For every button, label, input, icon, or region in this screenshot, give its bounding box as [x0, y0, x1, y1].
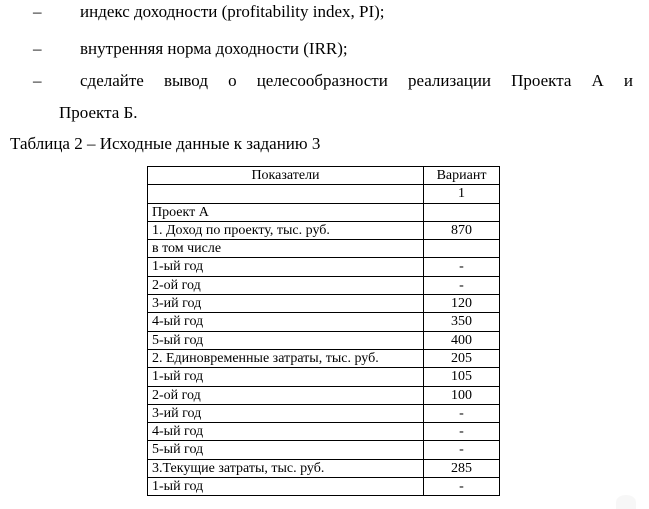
row-label: 2-ой год — [148, 386, 424, 404]
row-label: 4-ый год — [148, 423, 424, 441]
table-row — [148, 295, 500, 313]
header-indicators-spacer — [148, 185, 424, 203]
table-row — [148, 221, 500, 239]
row-label: 1. Доход по проекту, тыс. руб. — [148, 221, 424, 239]
row-value — [424, 240, 500, 258]
row-value: 285 — [424, 459, 500, 477]
header-variant-number: 1 — [424, 185, 500, 203]
row-label: 1-ый год — [148, 258, 424, 276]
row-label: в том числе — [148, 240, 424, 258]
row-value: 400 — [424, 331, 500, 349]
table-row — [148, 276, 500, 294]
header-indicators: Показатели — [148, 167, 424, 185]
row-label: 5-ый год — [148, 441, 424, 459]
row-label: 3-ий год — [148, 295, 424, 313]
row-value: - — [424, 423, 500, 441]
row-label: 1-ый год — [148, 478, 424, 496]
row-label: 2. Единовременные затраты, тыс. руб. — [148, 349, 424, 367]
table-row — [148, 478, 500, 496]
row-value: - — [424, 276, 500, 294]
bullet-text: индекс доходности (profitability index, PI); — [80, 2, 385, 21]
table-row — [148, 404, 500, 422]
row-value: 105 — [424, 368, 500, 386]
row-label: 3-ий год — [148, 404, 424, 422]
row-value: 120 — [424, 295, 500, 313]
header-variant: Вариант — [424, 167, 500, 185]
bullet-item — [0, 69, 649, 93]
bullet-dash: – — [33, 71, 42, 90]
data-table — [147, 166, 500, 496]
watermark-shape — [616, 495, 636, 509]
table-row — [148, 368, 500, 386]
bullet-item — [0, 0, 649, 24]
table-row — [148, 258, 500, 276]
row-value: - — [424, 404, 500, 422]
row-label: 3.Текущие затраты, тыс. руб. — [148, 459, 424, 477]
table-row — [148, 240, 500, 258]
bullet-dash: – — [33, 2, 42, 21]
bullet-text: сделайте вывод о целесообразности реализации Проекта А и — [80, 71, 633, 90]
row-value: 870 — [424, 221, 500, 239]
row-label: 5-ый год — [148, 331, 424, 349]
bullet-text-continuation: Проекта Б. — [59, 103, 138, 122]
bullet-item — [0, 37, 649, 61]
table-row — [148, 349, 500, 367]
row-label: Проект А — [148, 203, 424, 221]
row-value: - — [424, 258, 500, 276]
row-value: 350 — [424, 313, 500, 331]
table-row — [148, 441, 500, 459]
row-value: - — [424, 478, 500, 496]
row-label: 1-ый год — [148, 368, 424, 386]
table-header-row — [148, 185, 500, 203]
table-row — [148, 386, 500, 404]
bullet-dash: – — [33, 39, 42, 58]
bullet-text: внутренняя норма доходности (IRR); — [80, 39, 348, 58]
table-caption: Таблица 2 – Исходные данные к заданию 3 — [10, 134, 321, 153]
table-row — [148, 203, 500, 221]
table-row — [148, 313, 500, 331]
table-row — [148, 459, 500, 477]
row-label: 4-ый год — [148, 313, 424, 331]
table-header-row — [148, 167, 500, 185]
row-value: 100 — [424, 386, 500, 404]
table-row — [148, 423, 500, 441]
row-label: 2-ой год — [148, 276, 424, 294]
table-row — [148, 331, 500, 349]
row-value: - — [424, 441, 500, 459]
row-value: 205 — [424, 349, 500, 367]
row-value — [424, 203, 500, 221]
